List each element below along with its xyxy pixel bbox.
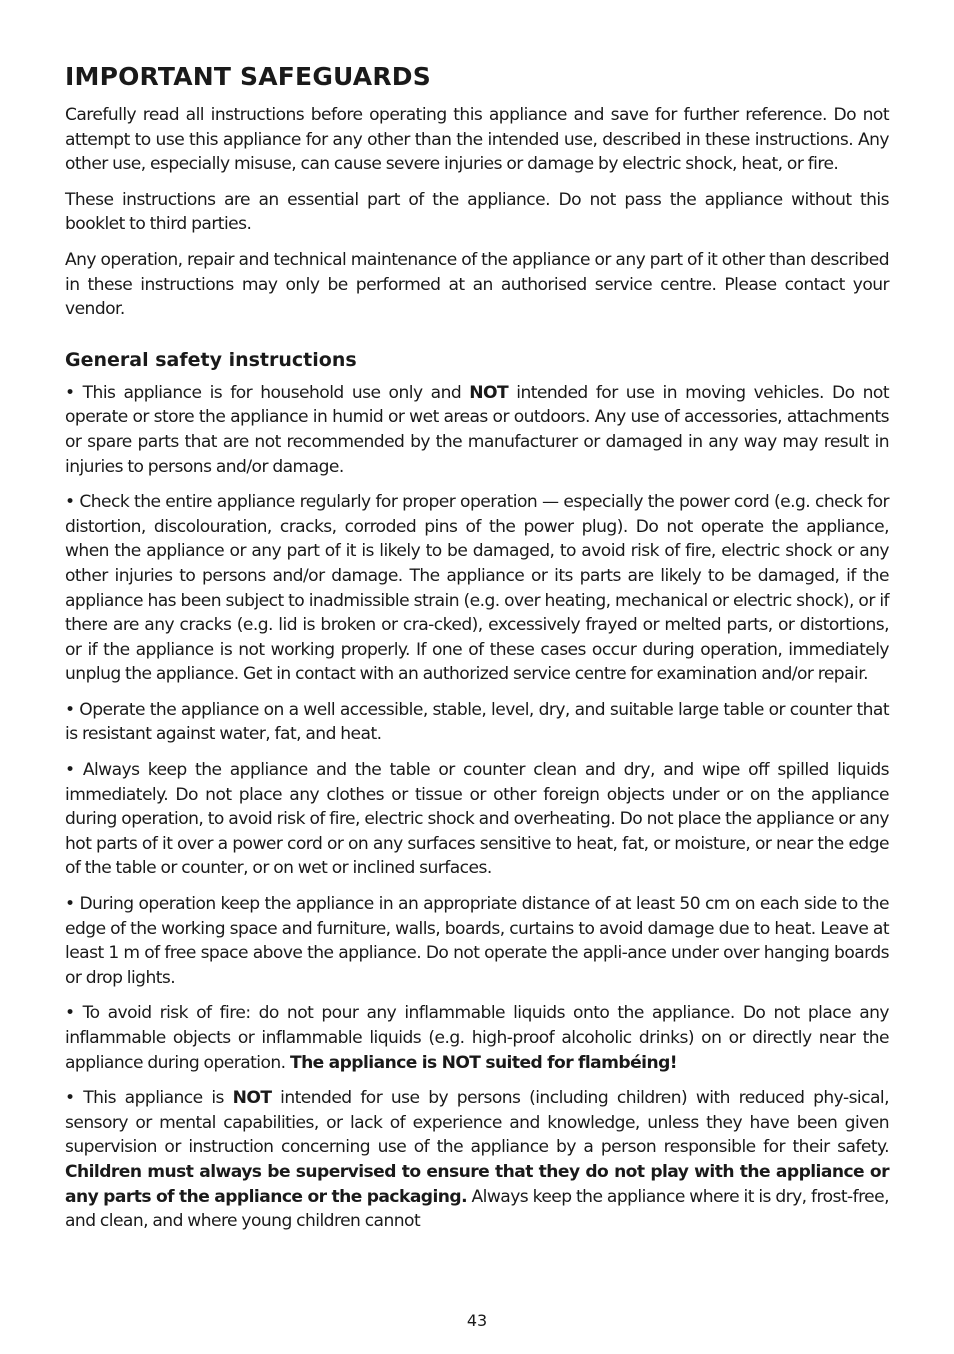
page-number: 43 — [466, 1311, 488, 1330]
text-run: • This appliance is — [65, 1088, 233, 1109]
bullet-keep-clean: • Always keep the appliance and the table or counter clean and dry, and wipe off spilled liquids immediately. Do not place any clothes or tissue or other foreign objects under or on the appliance during operation, to avoid risk of fire, electric shock and overheating. Do not place the appliance or any hot parts of it over a power cord or on any surfaces sensitive to heat, fat, or moisture, or near the edge of the table or counter, or on wet or inclined surfaces. — [65, 760, 889, 879]
bullet-placement: • Operate the appliance on a well accessible, stable, level, dry, and suitable large table or counter that is resistant against water, fat, and heat. — [65, 699, 889, 745]
text-run: • To avoid risk of fire: do not pour any inflammable liquids onto the appliance. Do not place any inflammable objects or inflammable liquids (e.g. high-proof alcoholic drinks) on or directly near the appliance during operation. — [65, 1003, 889, 1073]
text-run: intended for use in moving vehicles. Do not operate or store the appliance in humid or wet areas or outdoors. Any use of accessories, attachments or spare parts that are not recommended by the manufacturer or damaged in any way may result in injuries to persons and/or damage. — [65, 382, 889, 477]
bullet-supervision — [65, 1086, 889, 1234]
intro-paragraph: These instructions are an essential part of the appliance. Do not pass the appliance without this booklet to third parties. — [65, 189, 889, 235]
page-title: IMPORTANT SAFEGUARDS — [65, 62, 431, 91]
bullet-distance: • During operation keep the appliance in an appropriate distance of at least 50 cm on each side to the edge of the working space and furniture, walls, boards, curtains to avoid damage due to heat. Leave at least 1 m of free space above the appliance. Do not operate the appli-ance under over hanging boards or drop lights. — [65, 894, 889, 988]
bold-run: NOT — [469, 382, 509, 403]
text-run: Always keep the appliance where it is dry, frost-free, and clean, and where young children cannot — [65, 1186, 890, 1232]
intro-paragraph: Carefully read all instructions before operating this appliance and save for further reference. Do not attempt to use this appliance for any other than the intended use, described in these instructions. Any other use, especially misuse, can cause severe injuries or damage by electric shock, heat, or fire. — [65, 105, 889, 175]
text-run: • This appliance is for household use only and — [65, 382, 470, 403]
document-page — [65, 58, 889, 1245]
section-heading: General safety instructions — [65, 348, 357, 371]
intro-paragraph: Any operation, repair and technical maintenance of the appliance or any part of it other than described in these instructions may only be performed at an authorised service centre. Please contact your vendor. — [65, 249, 889, 320]
bullet-fire-risk — [65, 1001, 889, 1075]
bold-run: Children must always be supervised to ensure that they do not play with the appliance or any parts of the appliance or the packaging. — [65, 1161, 889, 1207]
bullet-check-appliance: • Check the entire appliance regularly for proper operation — especially the power cord (e.g. check for distortion, discolouration, cracks, corroded pins of the power plug). Do not operate the appliance, when the appliance or any part of it is likely to be damaged, to avoid risk of fire, electric shock or any other injuries to persons and/or damage. The appliance or its parts are likely to be damaged, if the appliance has been subject to inadmissible strain (e.g. over heating, mechanical or electric shock), or if there are any cracks (e.g. lid is broken or cra-cked), excessively frayed or melted parts, or distortions, or if the appliance is not working properly. If one of these cases occur during operation, immediately unplug the appliance. Get in contact with an authorized service centre for examination and/or repair. — [65, 492, 889, 685]
text-run: intended for use by persons (including children) with reduced phy-sical, sensory or mental capabilities, or lack of experience and knowledge, unless they have been given supervision or instruction concerning use of the appliance by a person responsible for their safety. — [65, 1088, 889, 1158]
bullet-household-use — [65, 381, 889, 479]
bold-run: NOT — [232, 1088, 272, 1109]
bold-run: The appliance is NOT suited for flambéing! — [289, 1052, 678, 1073]
